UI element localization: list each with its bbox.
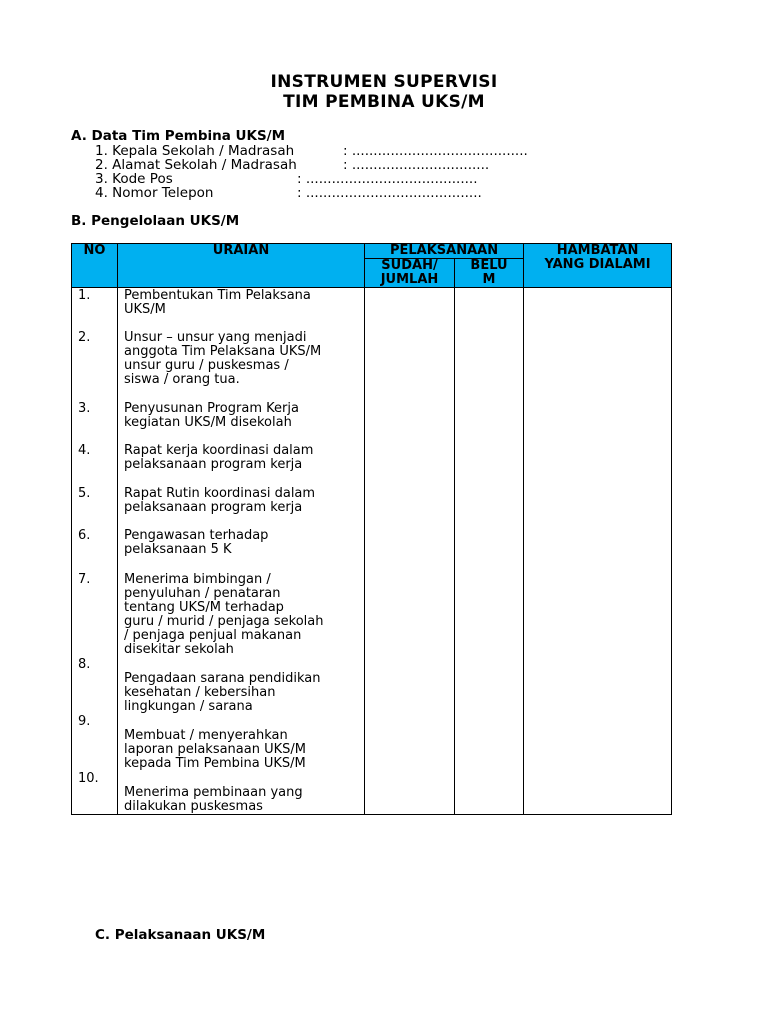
item-line: pelaksanaan 5 K xyxy=(124,542,232,557)
header-hambatan xyxy=(524,244,672,288)
row-number: 9. xyxy=(78,714,91,729)
item-line: dilakukan puskesmas xyxy=(124,799,263,814)
item-line: / penjaga penjual makanan xyxy=(124,628,302,643)
list-item xyxy=(124,487,364,515)
item-line: tentang UKS/M terhadap xyxy=(124,600,284,615)
sudah-jumlah-cell[interactable] xyxy=(365,288,455,815)
item-line: Rapat kerja koordinasi dalam xyxy=(124,443,314,458)
field-nomor-telepon-label: 4. Nomor Telepon xyxy=(95,185,214,201)
field-alamat-sekolah-value[interactable]: : ................................ xyxy=(343,157,490,173)
item-line: anggota Tim Pelaksana UKS/M xyxy=(124,344,322,359)
row-number: 1. xyxy=(78,288,91,303)
item-line: kepada Tim Pembina UKS/M xyxy=(124,756,306,771)
item-line: Pengadaan sarana pendidikan xyxy=(124,671,321,686)
field-alamat-sekolah-label: 2. Alamat Sekolah / Madrasah xyxy=(95,157,297,173)
header-belum xyxy=(455,259,524,288)
item-line: Pembentukan Tim Pelaksana xyxy=(124,288,311,303)
item-line: Menerima pembinaan yang xyxy=(124,785,303,800)
pengelolaan-table xyxy=(71,243,672,815)
field-nomor-telepon-value[interactable]: : ......................................... xyxy=(297,185,482,201)
item-line: Membuat / menyerahkan xyxy=(124,728,288,743)
header-sudah-line1: SUDAH/ xyxy=(381,258,438,273)
list-item xyxy=(124,786,364,814)
header-hambatan-line2: YANG DIALAMI xyxy=(544,257,651,272)
header-belum-line2: M xyxy=(482,272,496,287)
belum-cell[interactable] xyxy=(455,288,524,815)
section-a-heading: A. Data Tim Pembina UKS/M xyxy=(71,128,286,144)
row-number: 10. xyxy=(78,771,99,786)
section-c-heading: C. Pelaksanaan UKS/M xyxy=(95,927,266,943)
list-item xyxy=(124,672,364,714)
section-b-heading: B. Pengelolaan UKS/M xyxy=(71,213,240,229)
field-kepala-sekolah-label: 1. Kepala Sekolah / Madrasah xyxy=(95,143,295,159)
row-number: 7. xyxy=(78,572,91,587)
item-line: laporan pelaksanaan UKS/M xyxy=(124,742,306,757)
row-number: 3. xyxy=(78,401,91,416)
item-line: Rapat Rutin koordinasi dalam xyxy=(124,486,316,501)
item-line: Penyusunan Program Kerja xyxy=(124,401,299,416)
header-sudah-line2: JUMLAH xyxy=(380,272,439,287)
item-line: siswa / orang tua. xyxy=(124,372,240,387)
item-line: kegiatan UKS/M disekolah xyxy=(124,415,292,430)
row-number: 8. xyxy=(78,657,91,672)
row-number: 4. xyxy=(78,443,91,458)
item-line: unsur guru / puskesmas / xyxy=(124,358,289,373)
header-no: NO xyxy=(72,244,118,288)
item-line: guru / murid / penjaga sekolah xyxy=(124,614,324,629)
no-column-cell xyxy=(72,288,118,815)
list-item xyxy=(124,402,364,430)
header-sudah-jumlah xyxy=(365,259,455,288)
header-uraian: URAIAN xyxy=(118,244,365,288)
list-item xyxy=(124,529,364,557)
item-line: kesehatan / kebersihan xyxy=(124,685,276,700)
header-pelaksanaan: PELAKSANAAN xyxy=(365,244,524,259)
hambatan-cell[interactable] xyxy=(524,288,672,815)
item-line: Unsur – unsur yang menjadi xyxy=(124,330,307,345)
uraian-column-cell xyxy=(118,288,365,815)
item-line: penyuluhan / penataran xyxy=(124,586,281,601)
field-kepala-sekolah-value[interactable]: : ......................................... xyxy=(343,143,528,159)
header-belum-line1: BELU xyxy=(470,258,508,273)
item-line: pelaksanaan program kerja xyxy=(124,500,303,515)
header-hambatan-line1: HAMBATAN xyxy=(556,243,639,258)
row-number: 5. xyxy=(78,486,91,501)
item-line: UKS/M xyxy=(124,302,166,317)
list-item xyxy=(124,289,364,317)
list-item xyxy=(124,331,364,387)
row-number: 2. xyxy=(78,330,91,345)
list-item xyxy=(124,444,364,472)
document-title-line1: INSTRUMEN SUPERVISI xyxy=(270,72,498,92)
item-line: pelaksanaan program kerja xyxy=(124,457,303,472)
list-item xyxy=(124,573,364,657)
field-kode-pos-label: 3. Kode Pos xyxy=(95,171,173,187)
row-number: 6. xyxy=(78,528,91,543)
list-item xyxy=(124,729,364,771)
item-line: Pengawasan terhadap xyxy=(124,528,269,543)
item-line: lingkungan / sarana xyxy=(124,699,253,714)
field-kode-pos-value[interactable]: : ........................................ xyxy=(297,171,478,187)
item-line: disekitar sekolah xyxy=(124,642,234,657)
item-line: Menerima bimbingan / xyxy=(124,572,271,587)
document-title-line2: TIM PEMBINA UKS/M xyxy=(283,92,485,112)
